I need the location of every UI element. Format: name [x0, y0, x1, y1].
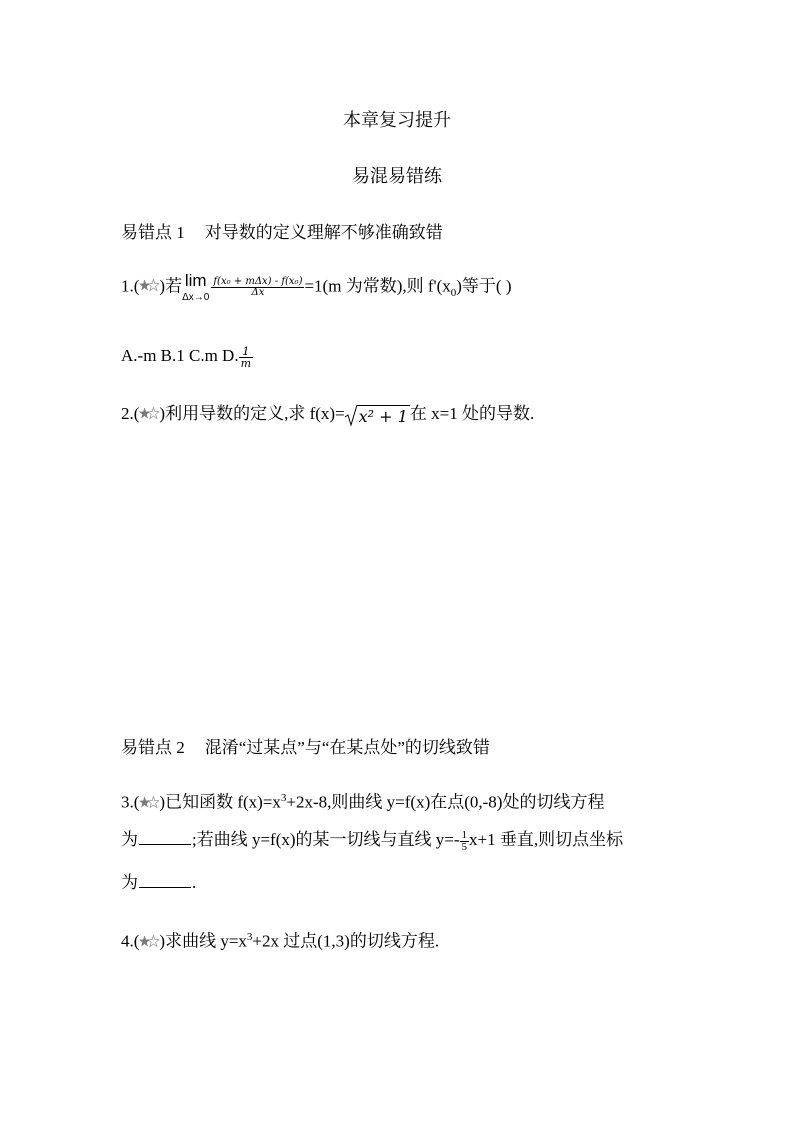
q4-number: 4.( [121, 931, 140, 951]
difficulty-star-icon [139, 934, 159, 948]
fraction-denominator: Δx [211, 287, 304, 298]
option-d-fraction [239, 346, 253, 369]
question-4 [121, 925, 439, 954]
q3-line3-b: . [192, 873, 197, 892]
difference-quotient-fraction [211, 277, 304, 298]
fraction-numerator: f(x₀ + mΔx) - f(x₀) [213, 276, 303, 287]
question-3-line-1 [121, 786, 604, 815]
question-2 [121, 402, 534, 429]
q1-intro: )若 [159, 276, 183, 296]
question-1 [121, 272, 511, 305]
q2-intro: )利用导数的定义,求 f(x)= [159, 404, 345, 423]
q4-rest: +2x 过点(1,3)的切线方程. [252, 931, 440, 951]
slope-numerator: 1 [461, 828, 468, 841]
lim-word: lim [184, 271, 207, 290]
error-point-2-heading [121, 733, 490, 758]
q1-rest: =1(m 为常数),则 f'(x [304, 276, 451, 296]
q3-line2-b: ;若曲线 y=f(x)的某一切线与直线 y=- [192, 830, 460, 849]
slope-fraction [460, 830, 470, 853]
option-d-numerator: 1 [242, 344, 250, 358]
limit-expression [182, 272, 209, 303]
error-point-2-label: 易错点 2 [121, 738, 185, 757]
q3-line2-a: 为 [121, 830, 138, 849]
q1-subscript: 0 [450, 286, 457, 299]
question-3-line-3 [121, 871, 196, 895]
question-3-line-2 [121, 828, 623, 853]
option-d-denominator: m [240, 356, 252, 370]
q3-line2-c: x+1 垂直,则切点坐标 [469, 830, 624, 849]
q3-number: 3.( [121, 792, 140, 812]
q3-line1-b: +2x-8,则曲线 y=f(x)在点(0,-8)处的切线方程 [286, 792, 605, 812]
chapter-title: 本章复习提升 [343, 110, 451, 130]
question-1-options [121, 344, 253, 369]
q3-line1-a: )已知函数 f(x)=x [159, 792, 281, 812]
q1-options-text: A.-m B.1 C.m D. [121, 346, 239, 365]
difficulty-star-icon [139, 278, 159, 292]
q4-intro: )求曲线 y=x [159, 931, 247, 951]
error-point-2-text: 混淆“过某点”与“在某点处”的切线致错 [204, 738, 490, 757]
error-point-1-heading [121, 218, 443, 243]
square-root-expression [345, 405, 410, 429]
radical-sign-icon [345, 403, 358, 427]
q1-number: 1.( [121, 276, 140, 296]
slope-denominator: 5 [461, 840, 468, 853]
q2-rest: 在 x=1 处的导数. [409, 404, 535, 423]
difficulty-star-icon [139, 406, 159, 420]
lim-subscript: Δx→0 [182, 292, 210, 303]
q3-exponent: 3 [280, 792, 287, 804]
difficulty-star-icon [139, 795, 159, 809]
q3-line3-a: 为 [121, 873, 138, 892]
q2-number: 2.( [121, 404, 140, 423]
radicand: x² + 1 [358, 407, 408, 426]
error-point-1-label: 易错点 1 [121, 223, 185, 242]
answer-blank-2[interactable] [139, 886, 191, 888]
q4-exponent: 3 [246, 931, 253, 943]
answer-blank-1[interactable] [139, 843, 191, 845]
q1-end: )等于( ) [456, 276, 512, 296]
error-point-1-text: 对导数的定义理解不够准确致错 [204, 223, 443, 242]
section-subtitle: 易混易错练 [352, 166, 442, 186]
